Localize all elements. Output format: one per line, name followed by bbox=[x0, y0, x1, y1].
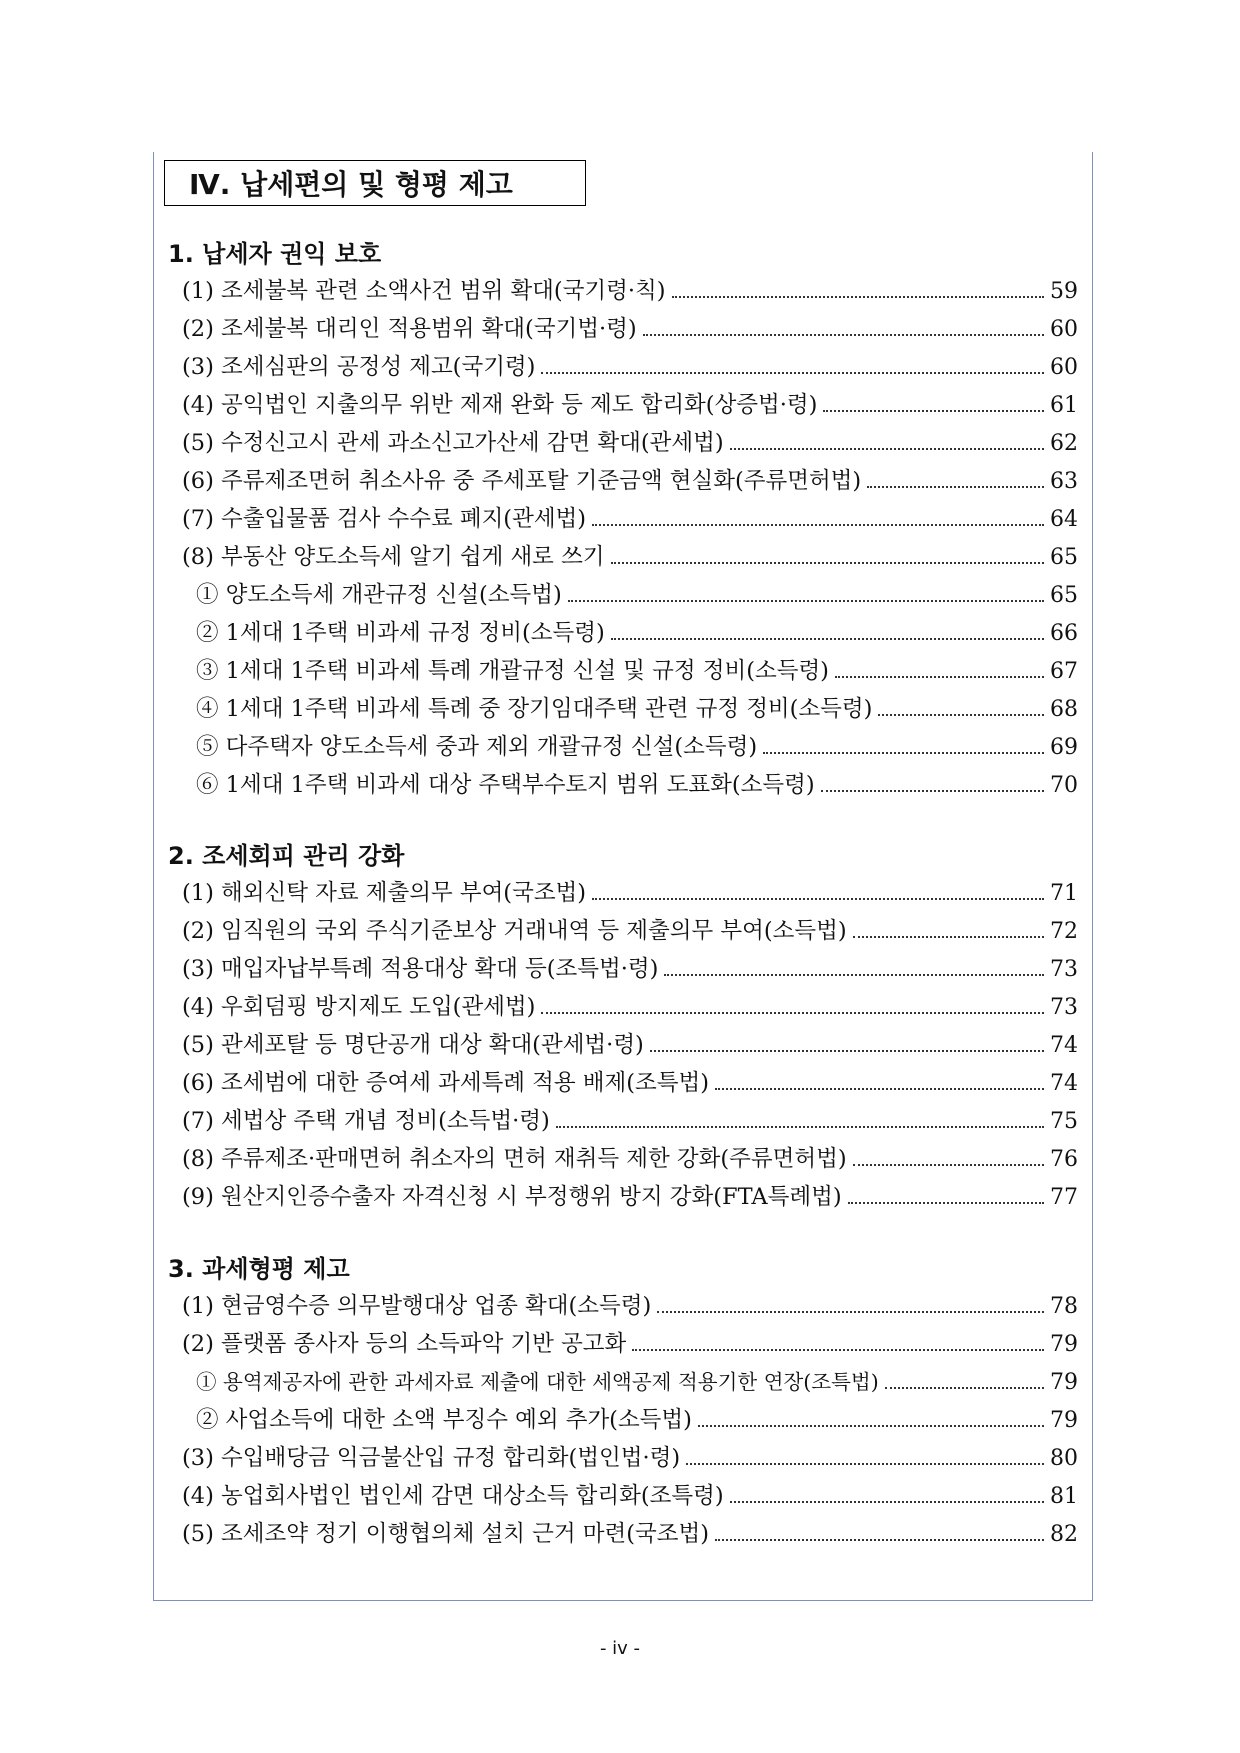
toc-entry[interactable] bbox=[168, 874, 1078, 912]
toc-entry[interactable] bbox=[168, 1102, 1078, 1140]
toc-entry[interactable] bbox=[168, 1287, 1078, 1325]
entry-label: ① 용역제공자에 관한 과세자료 제출에 대한 세액공제 적용기한 연장(조특법) bbox=[196, 1370, 879, 1394]
dot-leader bbox=[835, 676, 1044, 678]
dot-leader bbox=[592, 524, 1044, 526]
entry-page: 80 bbox=[1050, 1446, 1078, 1471]
entry-label: (3) 수입배당금 익금불산입 규정 합리화(법인법·령) bbox=[182, 1445, 681, 1471]
dot-leader bbox=[686, 1463, 1044, 1465]
entry-page: 65 bbox=[1050, 545, 1078, 570]
entry-page: 82 bbox=[1050, 1522, 1078, 1547]
entry-label: (1) 조세불복 관련 소액사건 범위 확대(국기령·칙) bbox=[182, 278, 666, 304]
entry-page: 81 bbox=[1050, 1484, 1078, 1509]
entry-label: (3) 조세심판의 공정성 제고(국기령) bbox=[182, 354, 536, 380]
page-number: - iv - bbox=[599, 1638, 641, 1659]
toc-subentry[interactable] bbox=[168, 576, 1078, 614]
entry-page: 79 bbox=[1050, 1370, 1078, 1395]
toc-entry[interactable] bbox=[168, 538, 1078, 576]
entry-label: (4) 공익법인 지출의무 위반 제재 완화 등 제도 합리화(상증법·령) bbox=[182, 392, 818, 418]
section-1 bbox=[168, 236, 1078, 804]
entry-label: ① 양도소득세 개관규정 신설(소득법) bbox=[196, 582, 562, 608]
entry-label: (2) 임직원의 국외 주식기준보상 거래내역 등 제출의무 부여(소득법) bbox=[182, 918, 847, 944]
entry-page: 79 bbox=[1050, 1332, 1078, 1357]
entry-label: ④ 1세대 1주택 비과세 특례 중 장기임대주택 관련 규정 정비(소득령) bbox=[196, 696, 873, 722]
dot-leader bbox=[730, 448, 1044, 450]
toc-entry[interactable] bbox=[168, 1515, 1078, 1553]
entry-label: ⑤ 다주택자 양도소득세 중과 제외 개괄규정 신설(소득령) bbox=[196, 734, 758, 760]
entry-page: 60 bbox=[1050, 355, 1078, 380]
toc-entry[interactable] bbox=[168, 988, 1078, 1026]
toc-entry[interactable] bbox=[168, 310, 1078, 348]
entry-label: (8) 주류제조·판매면허 취소자의 면허 재취득 제한 강화(주류면허법) bbox=[182, 1146, 847, 1172]
entry-label: ② 사업소득에 대한 소액 부징수 예외 추가(소득법) bbox=[196, 1407, 692, 1433]
entry-label: (7) 수출입물품 검사 수수료 폐지(관세법) bbox=[182, 506, 587, 532]
toc-entry[interactable] bbox=[168, 1439, 1078, 1477]
dot-leader bbox=[672, 296, 1044, 298]
dot-leader bbox=[664, 974, 1044, 976]
chapter-title-box bbox=[164, 160, 586, 206]
entry-label: (8) 부동산 양도소득세 알기 쉽게 새로 쓰기 bbox=[182, 544, 605, 570]
entry-page: 69 bbox=[1050, 735, 1078, 760]
entry-page: 72 bbox=[1050, 919, 1078, 944]
entry-page: 67 bbox=[1050, 659, 1078, 684]
entry-page: 73 bbox=[1050, 995, 1078, 1020]
dot-leader bbox=[556, 1126, 1044, 1128]
section-title: 3. 과세형평 제고 bbox=[168, 1255, 350, 1283]
toc-entry[interactable] bbox=[168, 1477, 1078, 1515]
entry-label: (1) 해외신탁 자료 제출의무 부여(국조법) bbox=[182, 880, 587, 906]
section-title: 1. 납세자 권익 보호 bbox=[168, 240, 382, 268]
entry-label: ③ 1세대 1주택 비과세 특례 개괄규정 신설 및 규정 정비(소득령) bbox=[196, 658, 829, 684]
entry-page: 62 bbox=[1050, 431, 1078, 456]
dot-leader bbox=[715, 1088, 1044, 1090]
entry-page: 60 bbox=[1050, 317, 1078, 342]
dot-leader bbox=[568, 600, 1044, 602]
entry-label: (5) 조세조약 정기 이행협의체 설치 근거 마련(국조법) bbox=[182, 1521, 710, 1547]
entry-label: (7) 세법상 주택 개념 정비(소득법·령) bbox=[182, 1108, 550, 1134]
entry-page: 61 bbox=[1050, 393, 1078, 418]
toc-entry[interactable] bbox=[168, 500, 1078, 538]
toc-entry[interactable] bbox=[168, 348, 1078, 386]
toc-subentry[interactable] bbox=[168, 652, 1078, 690]
dot-leader bbox=[698, 1425, 1044, 1427]
toc-entry[interactable] bbox=[168, 950, 1078, 988]
dot-leader bbox=[650, 1050, 1044, 1052]
toc-subentry[interactable] bbox=[168, 690, 1078, 728]
entry-page: 63 bbox=[1050, 469, 1078, 494]
entry-label: (9) 원산지인증수출자 자격신청 시 부정행위 방지 강화(FTA특례법) bbox=[182, 1184, 842, 1210]
entry-label: (5) 관세포탈 등 명단공개 대상 확대(관세법·령) bbox=[182, 1032, 644, 1058]
section-3 bbox=[168, 1251, 1078, 1553]
entry-page: 74 bbox=[1050, 1071, 1078, 1096]
entry-page: 78 bbox=[1050, 1294, 1078, 1319]
entry-label: (2) 조세불복 대리인 적용범위 확대(국기법·령) bbox=[182, 316, 637, 342]
toc-entry[interactable] bbox=[168, 1026, 1078, 1064]
entry-label: (6) 주류제조면허 취소사유 중 주세포탈 기준금액 현실화(주류면허법) bbox=[182, 468, 862, 494]
dot-leader bbox=[730, 1501, 1044, 1503]
dot-leader bbox=[715, 1539, 1044, 1541]
dot-leader bbox=[853, 936, 1044, 938]
entry-page: 70 bbox=[1050, 773, 1078, 798]
entry-page: 74 bbox=[1050, 1033, 1078, 1058]
dot-leader bbox=[823, 410, 1044, 412]
toc-entry[interactable] bbox=[168, 462, 1078, 500]
entry-label: (4) 우회덤핑 방지제도 도입(관세법) bbox=[182, 994, 536, 1020]
entry-page: 66 bbox=[1050, 621, 1078, 646]
dot-leader bbox=[592, 898, 1044, 900]
dot-leader bbox=[657, 1311, 1044, 1313]
dot-leader bbox=[848, 1202, 1044, 1204]
entry-page: 75 bbox=[1050, 1109, 1078, 1134]
toc-subentry[interactable] bbox=[168, 1363, 1078, 1401]
dot-leader bbox=[867, 486, 1044, 488]
toc-entry[interactable] bbox=[168, 386, 1078, 424]
dot-leader bbox=[611, 638, 1044, 640]
dot-leader bbox=[821, 790, 1044, 792]
entry-page: 68 bbox=[1050, 697, 1078, 722]
entry-label: (6) 조세범에 대한 증여세 과세특례 적용 배제(조특법) bbox=[182, 1070, 710, 1096]
entry-page: 79 bbox=[1050, 1408, 1078, 1433]
entry-page: 64 bbox=[1050, 507, 1078, 532]
entry-label: ⑥ 1세대 1주택 비과세 대상 주택부수토지 범위 도표화(소득령) bbox=[196, 772, 815, 798]
toc-entry[interactable] bbox=[168, 1140, 1078, 1178]
entry-page: 71 bbox=[1050, 881, 1078, 906]
entry-label: (1) 현금영수증 의무발행대상 업종 확대(소득령) bbox=[182, 1293, 652, 1319]
dot-leader bbox=[853, 1164, 1044, 1166]
toc-entry[interactable] bbox=[168, 912, 1078, 950]
entry-page: 77 bbox=[1050, 1185, 1078, 1210]
toc-entry[interactable] bbox=[168, 1178, 1078, 1216]
toc-subentry[interactable] bbox=[168, 614, 1078, 652]
dot-leader bbox=[611, 562, 1044, 564]
entry-page: 73 bbox=[1050, 957, 1078, 982]
entry-label: (3) 매입자납부특례 적용대상 확대 등(조특법·령) bbox=[182, 956, 659, 982]
toc-subentry[interactable] bbox=[168, 766, 1078, 804]
entry-label: ② 1세대 1주택 비과세 규정 정비(소득령) bbox=[196, 620, 605, 646]
chapter-title: Ⅳ. 납세편의 및 형평 제고 bbox=[189, 168, 513, 201]
section-2 bbox=[168, 838, 1078, 1216]
entry-label: (2) 플랫폼 종사자 등의 소득파악 기반 공고화 bbox=[182, 1331, 627, 1357]
dot-leader bbox=[643, 334, 1044, 336]
entry-label: (5) 수정신고시 관세 과소신고가산세 감면 확대(관세법) bbox=[182, 430, 724, 456]
toc-entry[interactable] bbox=[168, 272, 1078, 310]
dot-leader bbox=[541, 372, 1044, 374]
dot-leader bbox=[541, 1012, 1044, 1014]
dot-leader bbox=[878, 714, 1044, 716]
entry-page: 76 bbox=[1050, 1147, 1078, 1172]
dot-leader bbox=[632, 1349, 1044, 1351]
toc-subentry[interactable] bbox=[168, 728, 1078, 766]
dot-leader bbox=[885, 1387, 1044, 1389]
entry-label: (4) 농업회사법인 법인세 감면 대상소득 합리화(조특령) bbox=[182, 1483, 724, 1509]
toc-entry[interactable] bbox=[168, 1064, 1078, 1102]
dot-leader bbox=[763, 752, 1044, 754]
toc-subentry[interactable] bbox=[168, 1401, 1078, 1439]
entry-page: 59 bbox=[1050, 279, 1078, 304]
toc-entry[interactable] bbox=[168, 1325, 1078, 1363]
entry-page: 65 bbox=[1050, 583, 1078, 608]
toc-entry[interactable] bbox=[168, 424, 1078, 462]
section-title: 2. 조세회피 관리 강화 bbox=[168, 842, 405, 870]
